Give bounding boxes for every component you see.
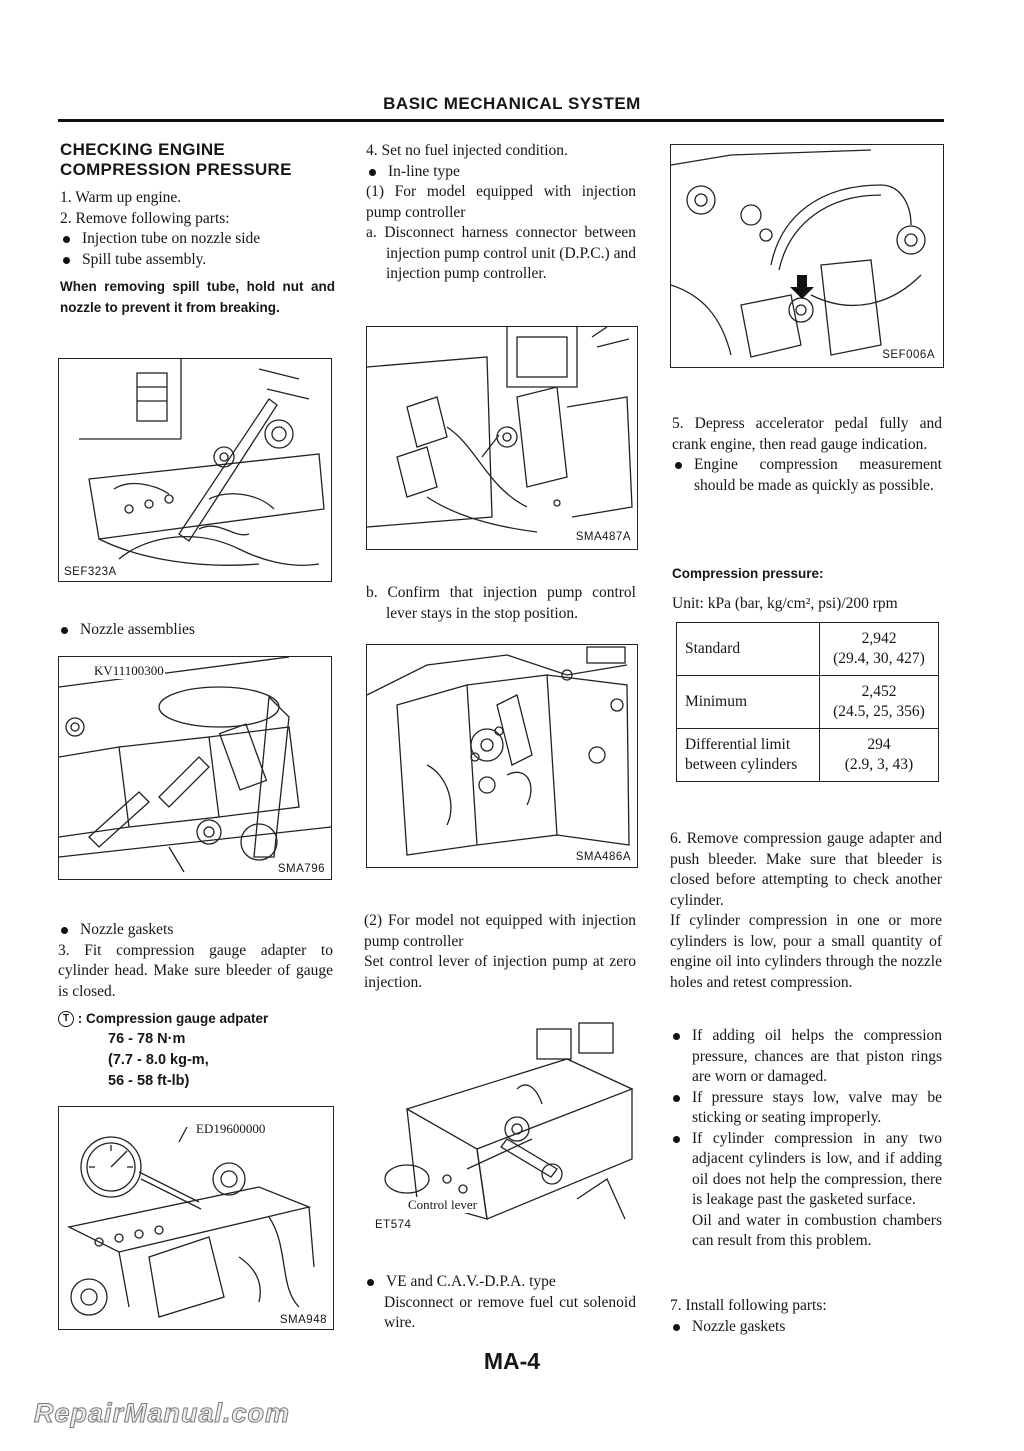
remove-part-1: Injection tube on nozzle side	[60, 229, 335, 250]
row-label-minimum: Minimum	[677, 676, 820, 729]
section-title-line2: COMPRESSION PRESSURE	[60, 160, 292, 179]
harness-connector-illustration	[367, 327, 637, 549]
step-5: 5. Depress accelerator pedal fully and crank engine, then read gauge indication.	[672, 415, 942, 453]
torque-symbol: T	[58, 1011, 74, 1027]
figure-sef006a	[670, 144, 944, 368]
nozzle-gaskets-item: Nozzle gaskets	[58, 920, 333, 941]
sub-step-a: a. Disconnect harness connector between injection pump control unit (D.P.C.) and injection pump controller.	[366, 224, 636, 282]
compression-gauge-illustration	[59, 1107, 333, 1329]
torque-spec	[58, 1008, 333, 1092]
step-3: 3. Fit compression gauge adapter to cylinder head. Make sure bleeder of gauge is closed.	[58, 941, 333, 1000]
diagnosis-bullets	[670, 1026, 942, 1252]
row-value-minimum	[820, 676, 939, 729]
ve-type-instruction: Disconnect or remove fuel cut solenoid wire.	[384, 1293, 636, 1331]
step-2: 2. Remove following parts:	[60, 209, 230, 227]
figure-sma486a	[366, 644, 638, 868]
compression-spec-table-wrap	[676, 622, 939, 782]
differential-label-line1: Differential limit	[685, 736, 791, 753]
step-7-bullet: Nozzle gaskets	[670, 1317, 942, 1338]
inline-type-item: In-line type	[366, 162, 636, 183]
row-label-standard: Standard	[677, 623, 820, 676]
model-with-controller: (1) For model equipped with injection pump controller	[366, 183, 636, 221]
tool-number-ed19600000: ED19600000	[196, 1121, 266, 1136]
differential-other-units: (2.9, 3, 43)	[844, 756, 914, 773]
unit-line: Unit: kPa (bar, kg/cm², psi)/200 rpm	[672, 595, 898, 612]
figure-label-sma948: SMA948	[279, 1314, 327, 1326]
compression-spec-table	[676, 622, 939, 782]
step-5-bullet: Engine compression measurement should be made as quickly as possible.	[672, 455, 942, 496]
standard-other-units: (29.4, 30, 427)	[833, 650, 925, 667]
left-column	[60, 140, 335, 318]
step-1: 1. Warm up engine.	[60, 189, 182, 206]
minimum-other-units: (24.5, 25, 356)	[833, 703, 925, 720]
step-7-block	[670, 1296, 942, 1337]
differential-label-line2: between cylinders	[685, 756, 798, 773]
torque-title-row	[58, 1008, 333, 1029]
figure-label-sma487a: SMA487A	[575, 531, 631, 543]
figure-label-et574: ET574	[375, 1219, 412, 1231]
diagnosis-bullet-valve: If pressure stays low, valve may be sticking or seating improperly.	[670, 1088, 942, 1129]
tool-number-kv11100300: KV11100300	[94, 663, 164, 678]
row-value-differential	[820, 729, 939, 782]
header-rule	[58, 119, 944, 122]
injection-pump-close-up-illustration	[671, 145, 943, 367]
table-row	[677, 676, 939, 729]
torque-value-ftlb: 56 - 58 ft-lb)	[108, 1073, 190, 1089]
torque-value-nm: 76 - 78 N·m	[108, 1031, 186, 1047]
ve-type-item: VE and C.A.V.-D.P.A. type	[364, 1272, 636, 1293]
torque-value-kgm: (7.7 - 8.0 kg-m,	[108, 1052, 209, 1068]
figure-sma948	[58, 1106, 334, 1330]
differential-kpa: 294	[867, 736, 891, 753]
wrench-nozzle-illustration	[59, 359, 331, 581]
figure-sma487a	[366, 326, 638, 550]
compression-pressure-title: Compression pressure:	[672, 566, 824, 581]
table-row	[677, 729, 939, 782]
row-value-standard	[820, 623, 939, 676]
minimum-kpa: 2,452	[861, 683, 897, 700]
middle-mid-text	[364, 911, 636, 993]
set-control-lever: Set control lever of injection pump at zero injection.	[364, 953, 636, 991]
figure-et574	[366, 1018, 638, 1242]
step-4: 4. Set no fuel injected condition.	[366, 142, 568, 159]
figure-label-sma796: SMA796	[277, 863, 325, 875]
diagnosis-bullet-rings: If adding oil helps the compression pressure, chances are that piston rings are worn or damaged.	[670, 1026, 942, 1088]
middle-bottom-text	[364, 1272, 636, 1334]
figure-label-sef323a: SEF323A	[64, 566, 117, 578]
standard-kpa: 2,942	[861, 630, 897, 647]
steps-list	[60, 188, 335, 270]
torque-values	[58, 1029, 333, 1092]
figure-sef323a	[58, 358, 332, 582]
row-label-differential	[677, 729, 820, 782]
control-lever-callout: Control lever	[408, 1197, 477, 1212]
low-compression-text: If cylinder compression in one or more cylinders is low, pour a small quantity of engine oil into cylinders through the nozzle holes and retest compression.	[670, 912, 942, 991]
watermark-logo: RepairManual.com	[34, 1398, 291, 1428]
warning-note: When removing spill tube, hold nut and nozzle to prevent it from breaking.	[60, 279, 335, 315]
oil-water-note: Oil and water in combustion chambers can result from this problem.	[692, 1211, 942, 1249]
section-title-line1: CHECKING ENGINE	[60, 140, 226, 159]
figure-label-sef006a: SEF006A	[882, 349, 935, 361]
step-5-block	[672, 414, 942, 496]
control-lever-stop-illustration	[367, 645, 637, 867]
torque-title: : Compression gauge adpater	[77, 1011, 269, 1026]
page-header: BASIC MECHANICAL SYSTEM	[383, 94, 641, 113]
nozzle-assembly-illustration	[59, 657, 331, 879]
middle-top-text	[366, 141, 636, 285]
remove-part-2: Spill tube assembly.	[60, 250, 335, 271]
nozzle-assemblies-item: Nozzle assemblies	[58, 620, 355, 641]
left-lower-text	[58, 920, 333, 1002]
table-row	[677, 623, 939, 676]
page-number: MA-4	[483, 1348, 541, 1374]
step-6: 6. Remove compression gauge adapter and push bleeder. Make sure that bleeder is closed before attempting to check another cylinder.	[670, 830, 942, 909]
step-7: 7. Install following parts:	[670, 1297, 827, 1314]
model-without-controller: (2) For model not equipped with injection pump controller	[364, 912, 636, 950]
figure-sma796	[58, 656, 332, 880]
sub-step-b: b. Confirm that injection pump control lever stays in the stop position.	[366, 584, 636, 622]
step-6-block	[670, 829, 942, 993]
figure-label-sma486a: SMA486A	[575, 851, 631, 863]
diagnosis-bullet-gasket: If cylinder compression in any two adjacent cylinders is low, and if adding oil does not help the compression, there is leakage past the gasketed surface.	[670, 1129, 942, 1211]
